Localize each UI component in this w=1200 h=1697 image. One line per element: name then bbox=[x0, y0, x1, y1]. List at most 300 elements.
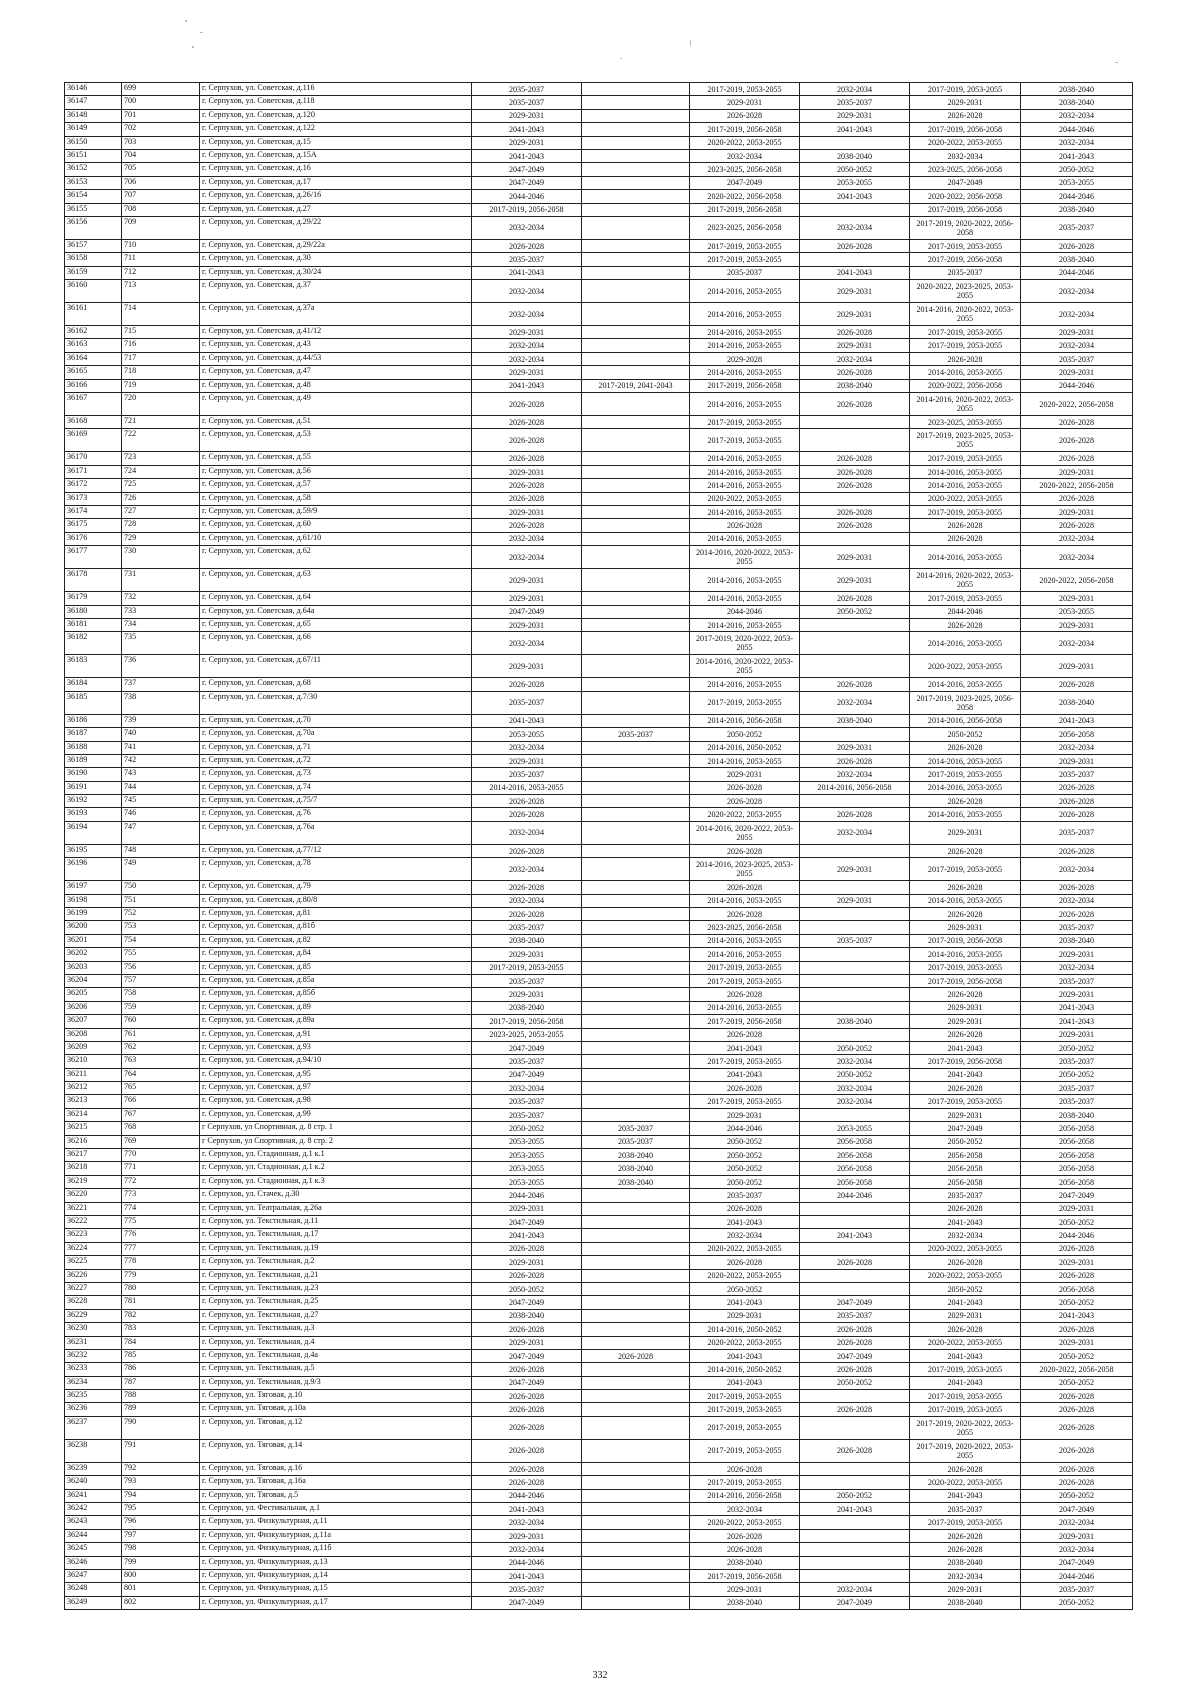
cell-row-id: 36189 bbox=[65, 754, 122, 767]
cell-period-5: 2044-2046 bbox=[910, 605, 1021, 618]
cell-address: г Серпухов, ул Спортивная, д. 8 стр. 1 bbox=[200, 1122, 472, 1135]
cell-period-3: 2029-2031 bbox=[690, 1309, 800, 1322]
cell-row-id: 36210 bbox=[65, 1055, 122, 1068]
cell-period-1: 2029-2031 bbox=[472, 109, 582, 122]
cell-row-id: 36235 bbox=[65, 1390, 122, 1403]
cell-address: г. Серпухов, ул. Советская, д.63 bbox=[200, 569, 472, 592]
cell-item-number: 730 bbox=[122, 546, 200, 569]
cell-address: г. Серпухов, ул. Советская, д.70 bbox=[200, 714, 472, 727]
cell-item-number: 753 bbox=[122, 921, 200, 934]
cell-address: г. Серпухов, ул. Физкультурная, д.14 bbox=[200, 1569, 472, 1582]
table-row bbox=[65, 754, 1133, 767]
cell-period-2 bbox=[582, 190, 690, 203]
cell-address: г. Серпухов, ул. Советская, д.15 bbox=[200, 136, 472, 149]
cell-item-number: 802 bbox=[122, 1596, 200, 1609]
cell-address: г. Серпухов, ул. Советская, д.55 bbox=[200, 452, 472, 465]
cell-address: г. Серпухов, ул. Советская, д.97 bbox=[200, 1082, 472, 1095]
cell-period-1: 2029-2031 bbox=[472, 1529, 582, 1542]
cell-address: г. Серпухов, ул. Тяговая, д.10а bbox=[200, 1403, 472, 1416]
cell-period-1: 2029-2031 bbox=[472, 754, 582, 767]
table-row bbox=[65, 83, 1133, 96]
cell-period-2 bbox=[582, 655, 690, 678]
cell-period-5: 2014-2016, 2053-2055 bbox=[910, 546, 1021, 569]
cell-period-2 bbox=[582, 821, 690, 844]
table-row bbox=[65, 1269, 1133, 1282]
cell-period-2 bbox=[582, 1001, 690, 1014]
cell-period-4 bbox=[800, 844, 910, 857]
cell-period-3: 2050-2052 bbox=[690, 1149, 800, 1162]
table-row bbox=[65, 881, 1133, 894]
cell-address: г. Серпухов, ул. Советская, д.80/8 bbox=[200, 894, 472, 907]
cell-row-id: 36207 bbox=[65, 1015, 122, 1028]
cell-item-number: 794 bbox=[122, 1489, 200, 1502]
cell-period-4: 2053-2055 bbox=[800, 176, 910, 189]
cell-item-number: 793 bbox=[122, 1476, 200, 1489]
cell-period-1: 2026-2028 bbox=[472, 1242, 582, 1255]
table-row bbox=[65, 908, 1133, 921]
cell-period-2: 2038-2040 bbox=[582, 1149, 690, 1162]
table-row bbox=[65, 1135, 1133, 1148]
cell-period-5: 2026-2028 bbox=[910, 1082, 1021, 1095]
cell-row-id: 36173 bbox=[65, 492, 122, 505]
cell-period-3: 2014-2016, 2050-2052 bbox=[690, 1363, 800, 1376]
cell-item-number: 733 bbox=[122, 605, 200, 618]
cell-period-1: 2035-2037 bbox=[472, 83, 582, 96]
cell-row-id: 36225 bbox=[65, 1256, 122, 1269]
cell-item-number: 745 bbox=[122, 795, 200, 808]
schedule-table bbox=[64, 82, 1133, 1610]
cell-period-6: 2029-2031 bbox=[1021, 505, 1133, 518]
cell-period-3: 2041-2043 bbox=[690, 1349, 800, 1362]
cell-period-1: 2041-2043 bbox=[472, 123, 582, 136]
cell-row-id: 36191 bbox=[65, 781, 122, 794]
cell-item-number: 772 bbox=[122, 1175, 200, 1188]
cell-row-id: 36167 bbox=[65, 393, 122, 416]
cell-period-1: 2026-2028 bbox=[472, 1439, 582, 1462]
cell-address: г. Серпухов, ул. Текстильная, д.9/3 bbox=[200, 1376, 472, 1389]
cell-row-id: 36202 bbox=[65, 948, 122, 961]
cell-period-4: 2050-2052 bbox=[800, 1068, 910, 1081]
cell-period-1: 2026-2028 bbox=[472, 1269, 582, 1282]
cell-period-1: 2026-2028 bbox=[472, 795, 582, 808]
cell-period-4: 2026-2028 bbox=[800, 366, 910, 379]
cell-period-2 bbox=[582, 1282, 690, 1295]
cell-item-number: 719 bbox=[122, 379, 200, 392]
cell-period-4 bbox=[800, 492, 910, 505]
cell-item-number: 706 bbox=[122, 176, 200, 189]
cell-period-4 bbox=[800, 429, 910, 452]
cell-period-2 bbox=[582, 1476, 690, 1489]
cell-period-4: 2032-2034 bbox=[800, 216, 910, 239]
cell-period-3: 2017-2019, 2053-2055 bbox=[690, 1476, 800, 1489]
cell-period-6: 2026-2028 bbox=[1021, 1403, 1133, 1416]
cell-period-3: 2026-2028 bbox=[690, 881, 800, 894]
cell-period-2 bbox=[582, 592, 690, 605]
cell-period-6: 2050-2052 bbox=[1021, 163, 1133, 176]
cell-period-3: 2026-2028 bbox=[690, 519, 800, 532]
cell-address: г. Серпухов, ул. Советская, д.68 bbox=[200, 678, 472, 691]
cell-period-2 bbox=[582, 1095, 690, 1108]
cell-period-1: 2038-2040 bbox=[472, 1309, 582, 1322]
cell-period-1: 2032-2034 bbox=[472, 216, 582, 239]
cell-item-number: 790 bbox=[122, 1416, 200, 1439]
cell-address: г. Серпухов, ул. Советская, д.81б bbox=[200, 921, 472, 934]
cell-period-4 bbox=[800, 795, 910, 808]
cell-period-6: 2026-2028 bbox=[1021, 1269, 1133, 1282]
cell-item-number: 741 bbox=[122, 741, 200, 754]
cell-row-id: 36227 bbox=[65, 1282, 122, 1295]
cell-item-number: 703 bbox=[122, 136, 200, 149]
table-row bbox=[65, 1596, 1133, 1609]
table-row bbox=[65, 569, 1133, 592]
cell-period-5: 2029-2031 bbox=[910, 1108, 1021, 1121]
cell-period-4: 2056-2058 bbox=[800, 1175, 910, 1188]
cell-period-6: 2038-2040 bbox=[1021, 83, 1133, 96]
cell-period-6: 2029-2031 bbox=[1021, 1336, 1133, 1349]
cell-period-6: 2020-2022, 2056-2058 bbox=[1021, 479, 1133, 492]
cell-period-2 bbox=[582, 1229, 690, 1242]
cell-period-6: 2026-2028 bbox=[1021, 1416, 1133, 1439]
cell-period-3: 2014-2016, 2053-2055 bbox=[690, 452, 800, 465]
table-row bbox=[65, 1323, 1133, 1336]
cell-item-number: 776 bbox=[122, 1229, 200, 1242]
cell-period-2 bbox=[582, 416, 690, 429]
table-row bbox=[65, 1108, 1133, 1121]
cell-row-id: 36232 bbox=[65, 1349, 122, 1362]
cell-item-number: 767 bbox=[122, 1108, 200, 1121]
table-row bbox=[65, 136, 1133, 149]
cell-address: г. Серпухов, ул. Текстильная, д.19 bbox=[200, 1242, 472, 1255]
cell-period-4: 2026-2028 bbox=[800, 326, 910, 339]
cell-period-3: 2014-2016, 2053-2055 bbox=[690, 569, 800, 592]
cell-item-number: 754 bbox=[122, 934, 200, 947]
cell-period-2 bbox=[582, 858, 690, 881]
cell-address: г. Серпухов, ул. Советская, д.85а bbox=[200, 974, 472, 987]
cell-period-4 bbox=[800, 532, 910, 545]
cell-row-id: 36193 bbox=[65, 808, 122, 821]
cell-period-5: 2017-2019, 2053-2055 bbox=[910, 83, 1021, 96]
cell-period-4: 2050-2052 bbox=[800, 1489, 910, 1502]
cell-period-5: 2017-2019, 2053-2055 bbox=[910, 858, 1021, 881]
cell-period-1: 2032-2034 bbox=[472, 821, 582, 844]
cell-period-1: 2029-2031 bbox=[472, 136, 582, 149]
cell-item-number: 738 bbox=[122, 691, 200, 714]
cell-period-4: 2050-2052 bbox=[800, 605, 910, 618]
cell-period-2 bbox=[582, 1416, 690, 1439]
cell-period-4 bbox=[800, 655, 910, 678]
cell-period-6: 2032-2034 bbox=[1021, 109, 1133, 122]
cell-address: г. Серпухов, ул. Физкультурная, д.13 bbox=[200, 1556, 472, 1569]
cell-period-4: 2029-2031 bbox=[800, 303, 910, 326]
cell-period-6: 2050-2052 bbox=[1021, 1596, 1133, 1609]
cell-row-id: 36244 bbox=[65, 1529, 122, 1542]
cell-period-2 bbox=[582, 714, 690, 727]
cell-period-1: 2044-2046 bbox=[472, 1556, 582, 1569]
table-row bbox=[65, 1439, 1133, 1462]
cell-row-id: 36196 bbox=[65, 858, 122, 881]
cell-period-4: 2029-2031 bbox=[800, 894, 910, 907]
cell-row-id: 36175 bbox=[65, 519, 122, 532]
cell-period-5: 2056-2058 bbox=[910, 1149, 1021, 1162]
cell-period-2 bbox=[582, 691, 690, 714]
cell-period-1: 2050-2052 bbox=[472, 1282, 582, 1295]
cell-period-4: 2026-2028 bbox=[800, 808, 910, 821]
cell-period-1: 2032-2034 bbox=[472, 280, 582, 303]
table-row bbox=[65, 429, 1133, 452]
cell-period-6: 2035-2037 bbox=[1021, 1082, 1133, 1095]
table-row bbox=[65, 1543, 1133, 1556]
cell-period-4 bbox=[800, 136, 910, 149]
cell-period-4 bbox=[800, 961, 910, 974]
page-number: 332 bbox=[592, 1670, 608, 1681]
table-row bbox=[65, 1516, 1133, 1529]
cell-period-1: 2035-2037 bbox=[472, 974, 582, 987]
cell-period-6: 2056-2058 bbox=[1021, 1175, 1133, 1188]
cell-address: г. Серпухов, ул. Советская, д.122 bbox=[200, 123, 472, 136]
cell-row-id: 36166 bbox=[65, 379, 122, 392]
table-row bbox=[65, 728, 1133, 741]
cell-period-5: 2041-2043 bbox=[910, 1216, 1021, 1229]
cell-period-3: 2020-2022, 2053-2055 bbox=[690, 136, 800, 149]
cell-period-5: 2038-2040 bbox=[910, 1596, 1021, 1609]
cell-period-3: 2014-2016, 2020-2022, 2053-2055 bbox=[690, 655, 800, 678]
cell-period-5: 2017-2019, 2023-2025, 2053-2055 bbox=[910, 429, 1021, 452]
cell-item-number: 704 bbox=[122, 149, 200, 162]
cell-period-2 bbox=[582, 326, 690, 339]
cell-period-2: 2035-2037 bbox=[582, 1122, 690, 1135]
cell-period-3: 2014-2016, 2053-2055 bbox=[690, 280, 800, 303]
cell-period-5: 2014-2016, 2053-2055 bbox=[910, 948, 1021, 961]
cell-period-5: 2017-2019, 2056-2058 bbox=[910, 123, 1021, 136]
cell-period-6: 2044-2046 bbox=[1021, 190, 1133, 203]
cell-period-6: 2029-2031 bbox=[1021, 1028, 1133, 1041]
cell-period-3: 2026-2028 bbox=[690, 109, 800, 122]
cell-period-5: 2014-2016, 2053-2055 bbox=[910, 678, 1021, 691]
cell-period-1: 2026-2028 bbox=[472, 452, 582, 465]
cell-period-6: 2026-2028 bbox=[1021, 1390, 1133, 1403]
cell-address: г. Серпухов, ул. Тяговая, д.14 bbox=[200, 1439, 472, 1462]
cell-period-4 bbox=[800, 1001, 910, 1014]
cell-row-id: 36212 bbox=[65, 1082, 122, 1095]
cell-row-id: 36148 bbox=[65, 109, 122, 122]
cell-period-5: 2017-2019, 2053-2055 bbox=[910, 326, 1021, 339]
cell-period-5: 2026-2028 bbox=[910, 1462, 1021, 1475]
cell-period-6: 2053-2055 bbox=[1021, 176, 1133, 189]
cell-address: г. Серпухов, ул. Текстильная, д.17 bbox=[200, 1229, 472, 1242]
cell-period-5: 2026-2028 bbox=[910, 988, 1021, 1001]
cell-period-1: 2026-2028 bbox=[472, 416, 582, 429]
cell-row-id: 36190 bbox=[65, 768, 122, 781]
cell-period-3: 2032-2034 bbox=[690, 1503, 800, 1516]
cell-period-1: 2032-2034 bbox=[472, 352, 582, 365]
cell-row-id: 36185 bbox=[65, 691, 122, 714]
cell-period-3: 2035-2037 bbox=[690, 1189, 800, 1202]
cell-period-2: 2017-2019, 2041-2043 bbox=[582, 379, 690, 392]
cell-row-id: 36213 bbox=[65, 1095, 122, 1108]
cell-period-3: 2029-2031 bbox=[690, 1583, 800, 1596]
cell-period-6: 2029-2031 bbox=[1021, 988, 1133, 1001]
cell-period-6: 2053-2055 bbox=[1021, 605, 1133, 618]
schedule-table-body bbox=[65, 83, 1133, 1610]
cell-address: г. Серпухов, ул. Советская, д.30 bbox=[200, 253, 472, 266]
table-row bbox=[65, 1068, 1133, 1081]
cell-period-2 bbox=[582, 988, 690, 1001]
cell-address: г. Серпухов, ул. Советская, д.81 bbox=[200, 908, 472, 921]
cell-item-number: 744 bbox=[122, 781, 200, 794]
cell-period-1: 2035-2037 bbox=[472, 96, 582, 109]
cell-period-2 bbox=[582, 1439, 690, 1462]
cell-period-2 bbox=[582, 1376, 690, 1389]
cell-period-6: 2026-2028 bbox=[1021, 239, 1133, 252]
cell-period-6: 2026-2028 bbox=[1021, 781, 1133, 794]
cell-period-6: 2038-2040 bbox=[1021, 934, 1133, 947]
cell-period-5: 2020-2022, 2056-2058 bbox=[910, 190, 1021, 203]
cell-address: г. Серпухов, ул. Советская, д.27 bbox=[200, 203, 472, 216]
cell-period-1: 2035-2037 bbox=[472, 1095, 582, 1108]
cell-period-5: 2017-2019, 2056-2058 bbox=[910, 934, 1021, 947]
cell-period-1: 2053-2055 bbox=[472, 1135, 582, 1148]
cell-item-number: 759 bbox=[122, 1001, 200, 1014]
cell-address: г. Серпухов, ул. Советская, д.47 bbox=[200, 366, 472, 379]
table-row bbox=[65, 176, 1133, 189]
cell-period-6: 2035-2037 bbox=[1021, 1095, 1133, 1108]
cell-period-4: 2029-2031 bbox=[800, 858, 910, 881]
cell-period-4: 2032-2034 bbox=[800, 352, 910, 365]
table-row bbox=[65, 1149, 1133, 1162]
cell-period-1: 2041-2043 bbox=[472, 1229, 582, 1242]
cell-period-3: 2023-2025, 2056-2058 bbox=[690, 216, 800, 239]
cell-period-1: 2026-2028 bbox=[472, 393, 582, 416]
cell-period-6: 2026-2028 bbox=[1021, 416, 1133, 429]
cell-period-3: 2017-2019, 2056-2058 bbox=[690, 379, 800, 392]
cell-period-5: 2056-2058 bbox=[910, 1175, 1021, 1188]
cell-row-id: 36187 bbox=[65, 728, 122, 741]
cell-item-number: 762 bbox=[122, 1041, 200, 1054]
cell-period-4 bbox=[800, 1543, 910, 1556]
cell-item-number: 727 bbox=[122, 505, 200, 518]
cell-item-number: 780 bbox=[122, 1282, 200, 1295]
cell-period-2 bbox=[582, 1556, 690, 1569]
cell-period-5: 2026-2028 bbox=[910, 519, 1021, 532]
cell-period-2 bbox=[582, 1336, 690, 1349]
cell-period-4: 2050-2052 bbox=[800, 1376, 910, 1389]
cell-period-5: 2020-2022, 2053-2055 bbox=[910, 492, 1021, 505]
cell-period-1: 2035-2037 bbox=[472, 1583, 582, 1596]
table-row bbox=[65, 266, 1133, 279]
cell-period-3: 2014-2016, 2053-2055 bbox=[690, 505, 800, 518]
cell-row-id: 36243 bbox=[65, 1516, 122, 1529]
cell-period-6: 2044-2046 bbox=[1021, 1229, 1133, 1242]
cell-period-5: 2026-2028 bbox=[910, 532, 1021, 545]
cell-period-6: 2035-2037 bbox=[1021, 974, 1133, 987]
table-row bbox=[65, 1082, 1133, 1095]
cell-period-5: 2020-2022, 2053-2055 bbox=[910, 655, 1021, 678]
table-row bbox=[65, 1363, 1133, 1376]
cell-period-2 bbox=[582, 678, 690, 691]
cell-period-4 bbox=[800, 1282, 910, 1295]
cell-address: г. Серпухов, ул. Советская, д.74 bbox=[200, 781, 472, 794]
cell-period-5: 2041-2043 bbox=[910, 1489, 1021, 1502]
cell-period-2 bbox=[582, 1028, 690, 1041]
cell-period-4: 2026-2028 bbox=[800, 1439, 910, 1462]
cell-period-2: 2026-2028 bbox=[582, 1349, 690, 1362]
cell-period-6: 2026-2028 bbox=[1021, 1476, 1133, 1489]
cell-row-id: 36154 bbox=[65, 190, 122, 203]
cell-period-3: 2038-2040 bbox=[690, 1596, 800, 1609]
cell-period-3: 2041-2043 bbox=[690, 1068, 800, 1081]
cell-period-6: 2032-2034 bbox=[1021, 532, 1133, 545]
table-row bbox=[65, 203, 1133, 216]
cell-address: г. Серпухов, ул. Советская, д.29/22 bbox=[200, 216, 472, 239]
cell-period-2 bbox=[582, 1108, 690, 1121]
cell-period-3: 2014-2016, 2053-2055 bbox=[690, 618, 800, 631]
cell-period-4: 2056-2058 bbox=[800, 1135, 910, 1148]
cell-address: г. Серпухов, ул. Советская, д.44/53 bbox=[200, 352, 472, 365]
cell-period-2 bbox=[582, 754, 690, 767]
table-row bbox=[65, 1095, 1133, 1108]
cell-period-5: 2017-2019, 2020-2022, 2053-2055 bbox=[910, 1416, 1021, 1439]
cell-address: г. Серпухов, ул. Фестивальная, д.1 bbox=[200, 1503, 472, 1516]
cell-item-number: 782 bbox=[122, 1309, 200, 1322]
cell-address: г. Серпухов, ул. Советская, д.49 bbox=[200, 393, 472, 416]
cell-address: г. Серпухов, ул. Физкультурная, д.11а bbox=[200, 1529, 472, 1542]
table-row bbox=[65, 339, 1133, 352]
cell-period-6: 2032-2034 bbox=[1021, 136, 1133, 149]
table-row bbox=[65, 1189, 1133, 1202]
cell-period-5: 2020-2022, 2056-2058 bbox=[910, 379, 1021, 392]
cell-period-3: 2017-2019, 2053-2055 bbox=[690, 974, 800, 987]
cell-period-4: 2041-2043 bbox=[800, 1503, 910, 1516]
cell-period-1: 2017-2019, 2053-2055 bbox=[472, 961, 582, 974]
cell-item-number: 705 bbox=[122, 163, 200, 176]
cell-period-4: 2053-2055 bbox=[800, 1122, 910, 1135]
table-row bbox=[65, 1055, 1133, 1068]
cell-item-number: 715 bbox=[122, 326, 200, 339]
cell-item-number: 748 bbox=[122, 844, 200, 857]
cell-period-1: 2035-2037 bbox=[472, 1108, 582, 1121]
cell-item-number: 722 bbox=[122, 429, 200, 452]
cell-period-1: 2035-2037 bbox=[472, 1055, 582, 1068]
table-row bbox=[65, 1202, 1133, 1215]
cell-period-6: 2032-2034 bbox=[1021, 546, 1133, 569]
cell-row-id: 36180 bbox=[65, 605, 122, 618]
cell-period-2 bbox=[582, 1082, 690, 1095]
cell-period-5: 2017-2019, 2053-2055 bbox=[910, 768, 1021, 781]
cell-row-id: 36165 bbox=[65, 366, 122, 379]
table-row bbox=[65, 821, 1133, 844]
cell-period-4: 2026-2028 bbox=[800, 393, 910, 416]
cell-period-3: 2014-2016, 2053-2055 bbox=[690, 366, 800, 379]
cell-period-6: 2032-2034 bbox=[1021, 280, 1133, 303]
cell-period-6: 2029-2031 bbox=[1021, 948, 1133, 961]
cell-period-1: 2029-2031 bbox=[472, 505, 582, 518]
cell-item-number: 711 bbox=[122, 253, 200, 266]
cell-period-4: 2041-2043 bbox=[800, 266, 910, 279]
cell-row-id: 36195 bbox=[65, 844, 122, 857]
cell-period-2 bbox=[582, 795, 690, 808]
cell-item-number: 798 bbox=[122, 1543, 200, 1556]
cell-period-6: 2038-2040 bbox=[1021, 96, 1133, 109]
table-row bbox=[65, 303, 1133, 326]
cell-period-1: 2032-2034 bbox=[472, 741, 582, 754]
cell-period-1: 2026-2028 bbox=[472, 519, 582, 532]
cell-period-3: 2029-2031 bbox=[690, 96, 800, 109]
cell-period-1: 2026-2028 bbox=[472, 1476, 582, 1489]
cell-period-1: 2053-2055 bbox=[472, 1175, 582, 1188]
cell-item-number: 774 bbox=[122, 1202, 200, 1215]
cell-address: г. Серпухов, ул. Тяговая, д.16 bbox=[200, 1462, 472, 1475]
cell-period-6: 2032-2034 bbox=[1021, 1516, 1133, 1529]
